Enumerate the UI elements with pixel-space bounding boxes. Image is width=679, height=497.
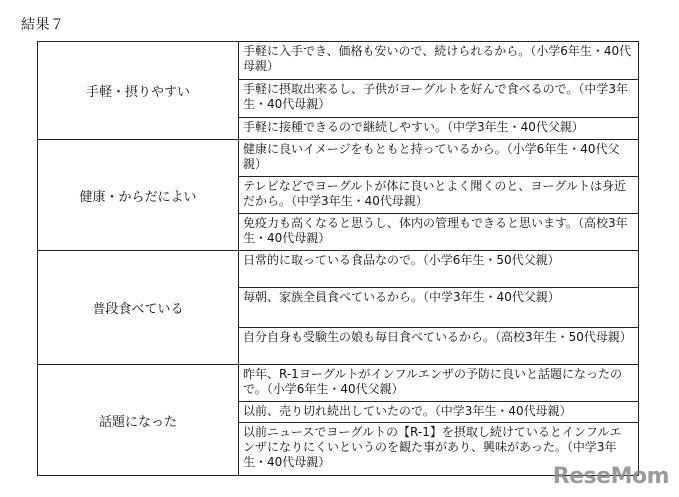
reasons-cell <box>239 42 639 140</box>
resemom-watermark-logo: ReseMom <box>552 464 669 489</box>
reason-item: 毎朝、家族全員食べているから。（中学3年生・40代父親） <box>239 288 638 328</box>
category-cell: 手軽・摂りやすい <box>38 42 239 140</box>
table-row <box>38 365 639 476</box>
reason-item: 日常的に取っている食品なので。（小学6年生・50代父親） <box>239 251 638 288</box>
reason-item: 昨年、R-1ヨーグルトがインフルエンザの予防に良いと話題になったので。（小学6年生・40代父親） <box>239 365 638 402</box>
page-title: 結果７ <box>21 17 65 33</box>
reason-item: 手軽に入手でき、価格も安いので、続けられるから。（小学6年生・40代母親） <box>239 42 638 80</box>
reason-item: テレビなどでヨーグルトが体に良いとよく聞くのと、ヨーグルトは身近だから。（中学3年生・40代母親） <box>239 177 638 214</box>
table-row <box>38 140 639 251</box>
reason-item: 健康に良いイメージをもともと持っているから。（小学6年生・40代父親） <box>239 140 638 177</box>
category-cell: 話題になった <box>38 365 239 476</box>
reason-item: 以前ニュースでヨーグルトの【R-1】を摂取し続けているとインフルエンザになりにくいというのを観た事があり、興味があった。（中学3年生・40代母親） <box>243 425 622 469</box>
reason-item: 自分自身も受験生の娘も毎日食べているから。（高校3年生・50代母親） <box>243 330 632 344</box>
reasons-cell <box>239 365 639 476</box>
reason-item: 手軽に接種できるので継続しやすい。（中学3年生・40代父親） <box>243 120 584 134</box>
category-cell: 普段食べている <box>38 251 239 365</box>
results-table <box>37 41 639 476</box>
reason-item: 以前、売り切れ続出していたので。（中学3年生・40代母親） <box>239 402 638 423</box>
table-row <box>38 251 639 365</box>
reasons-cell <box>239 251 639 365</box>
table-row <box>38 42 639 140</box>
category-cell: 健康・からだによい <box>38 140 239 251</box>
reason-item: 手軽に摂取出来るし、子供がヨーグルトを好んで食べるので。（中学3年生・40代母親） <box>239 80 638 118</box>
reason-item: 免疫力も高くなると思うし、体内の管理もできると思います。（高校3年生・40代母親） <box>243 216 628 245</box>
reasons-cell <box>239 140 639 251</box>
